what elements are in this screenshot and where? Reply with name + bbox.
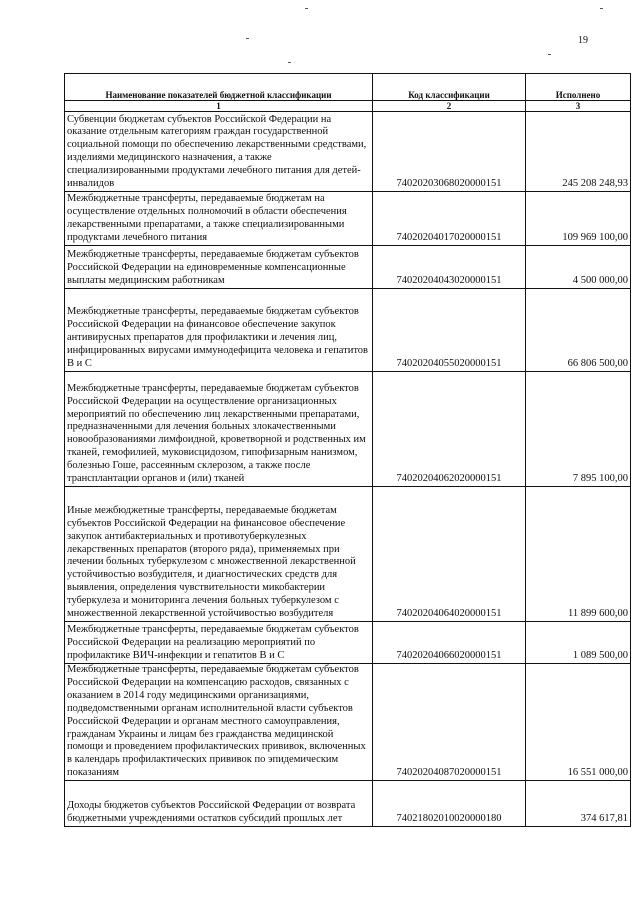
row-code: 74021802010020000180 [373, 781, 526, 827]
budget-table [64, 73, 631, 827]
table-row [65, 781, 631, 827]
row-amount: 7 895 100,00 [526, 372, 631, 487]
column-number-row [65, 101, 631, 112]
header-amount: Исполнено [526, 74, 631, 101]
row-code: 74020203068020000151 [373, 112, 526, 192]
header-name: Наименование показателей бюджетной классификации [65, 74, 373, 101]
row-name: Межбюджетные трансферты, передаваемые бюджетам на осуществление отдельных полномочий в области обеспечения лекарственными препаратами, а также специализированными продуктами лечебного питания [65, 192, 373, 246]
scan-speck [305, 8, 308, 9]
header-row [65, 74, 631, 101]
row-amount: 245 208 248,93 [526, 112, 631, 192]
row-name: Межбюджетные трансферты, передаваемые бюджетам субъектов Российской Федерации на компенсацию расходов, связанных с оказанием в 2014 году медицинскими организациями, подведомственными органам исполнительной власти субъектов Российской Федерации и органам местного самоуправления, гражданам Украины и лицам без гражданства медицинской помощи и проведением профилактических прививок, включенных в календарь профилактических прививок по эпидемическим показаниям [65, 664, 373, 781]
row-name: Межбюджетные трансферты, передаваемые бюджетам субъектов Российской Федерации на единовременные компенсационные выплаты медицинским работникам [65, 246, 373, 289]
table-row [65, 664, 631, 781]
row-amount: 374 617,81 [526, 781, 631, 827]
scan-speck [246, 38, 249, 39]
row-code: 74020204043020000151 [373, 246, 526, 289]
table-row [65, 246, 631, 289]
row-name: Межбюджетные трансферты, передаваемые бюджетам субъектов Российской Федерации на реализацию мероприятий по профилактике ВИЧ-инфекции и гепатитов В и С [65, 622, 373, 664]
row-code: 74020204066020000151 [373, 622, 526, 664]
scan-speck [288, 62, 291, 63]
page-number: 19 [578, 35, 588, 46]
row-name: Субвенции бюджетам субъектов Российской Федерации на оказание отдельным категориям граждан государственной социальной помощи по обеспечению лекарственными средствами, изделиями медицинского назначения, а также специализированными продуктами лечебного питания для детей-инвалидов [65, 112, 373, 192]
row-amount: 4 500 000,00 [526, 246, 631, 289]
table-row [65, 289, 631, 372]
row-amount: 11 899 600,00 [526, 487, 631, 622]
row-name: Межбюджетные трансферты, передаваемые бюджетам субъектов Российской Федерации на финансовое обеспечение закупок антивирусных препаратов для профилактики и лечения лиц, инфицированных вирусами иммунодефицита человека и гепатитов В и С [65, 289, 373, 372]
column-number: 3 [526, 101, 631, 112]
header-code: Код классификации [373, 74, 526, 101]
scan-speck [548, 54, 551, 55]
table-row [65, 622, 631, 664]
column-number: 1 [65, 101, 373, 112]
row-name: Иные межбюджетные трансферты, передаваемые бюджетам субъектов Российской Федерации на финансовое обеспечение закупок антибактериальных и противотуберкулезных лекарственных препаратов (второго ряда), применяемых при лечении больных туберкулезом с множественной лекарственной устойчивостью возбудителя, и диагностических средств для выявления, определения чувствительности микобактерии туберкулеза и мониторинга лечения больных туберкулезом с множественной лекарственной устойчивостью возбудителя [65, 487, 373, 622]
row-amount: 16 551 000,00 [526, 664, 631, 781]
row-amount: 66 806 500,00 [526, 289, 631, 372]
column-number: 2 [373, 101, 526, 112]
row-code: 74020204062020000151 [373, 372, 526, 487]
row-code: 74020204064020000151 [373, 487, 526, 622]
row-code: 74020204017020000151 [373, 192, 526, 246]
row-name: Доходы бюджетов субъектов Российской Федерации от возврата бюджетными учреждениями остатков субсидий прошлых лет [65, 781, 373, 827]
row-amount: 1 089 500,00 [526, 622, 631, 664]
scan-speck [600, 8, 603, 9]
table-row [65, 112, 631, 192]
row-code: 74020204087020000151 [373, 664, 526, 781]
row-name: Межбюджетные трансферты, передаваемые бюджетам субъектов Российской Федерации на осуществление организационных мероприятий по обеспечению лиц лекарственными препаратами, предназначенными для лечения больных злокачественными новообразованиями лимфоидной, кроветворной и родственных им тканей, гемофилией, муковисцидозом, гипофизарным нанизмом, болезнью Гоше, рассеянным склерозом, а также после трансплантации органов и (или) тканей [65, 372, 373, 487]
table-row [65, 372, 631, 487]
table-row [65, 487, 631, 622]
row-amount: 109 969 100,00 [526, 192, 631, 246]
table-row [65, 192, 631, 246]
row-code: 74020204055020000151 [373, 289, 526, 372]
